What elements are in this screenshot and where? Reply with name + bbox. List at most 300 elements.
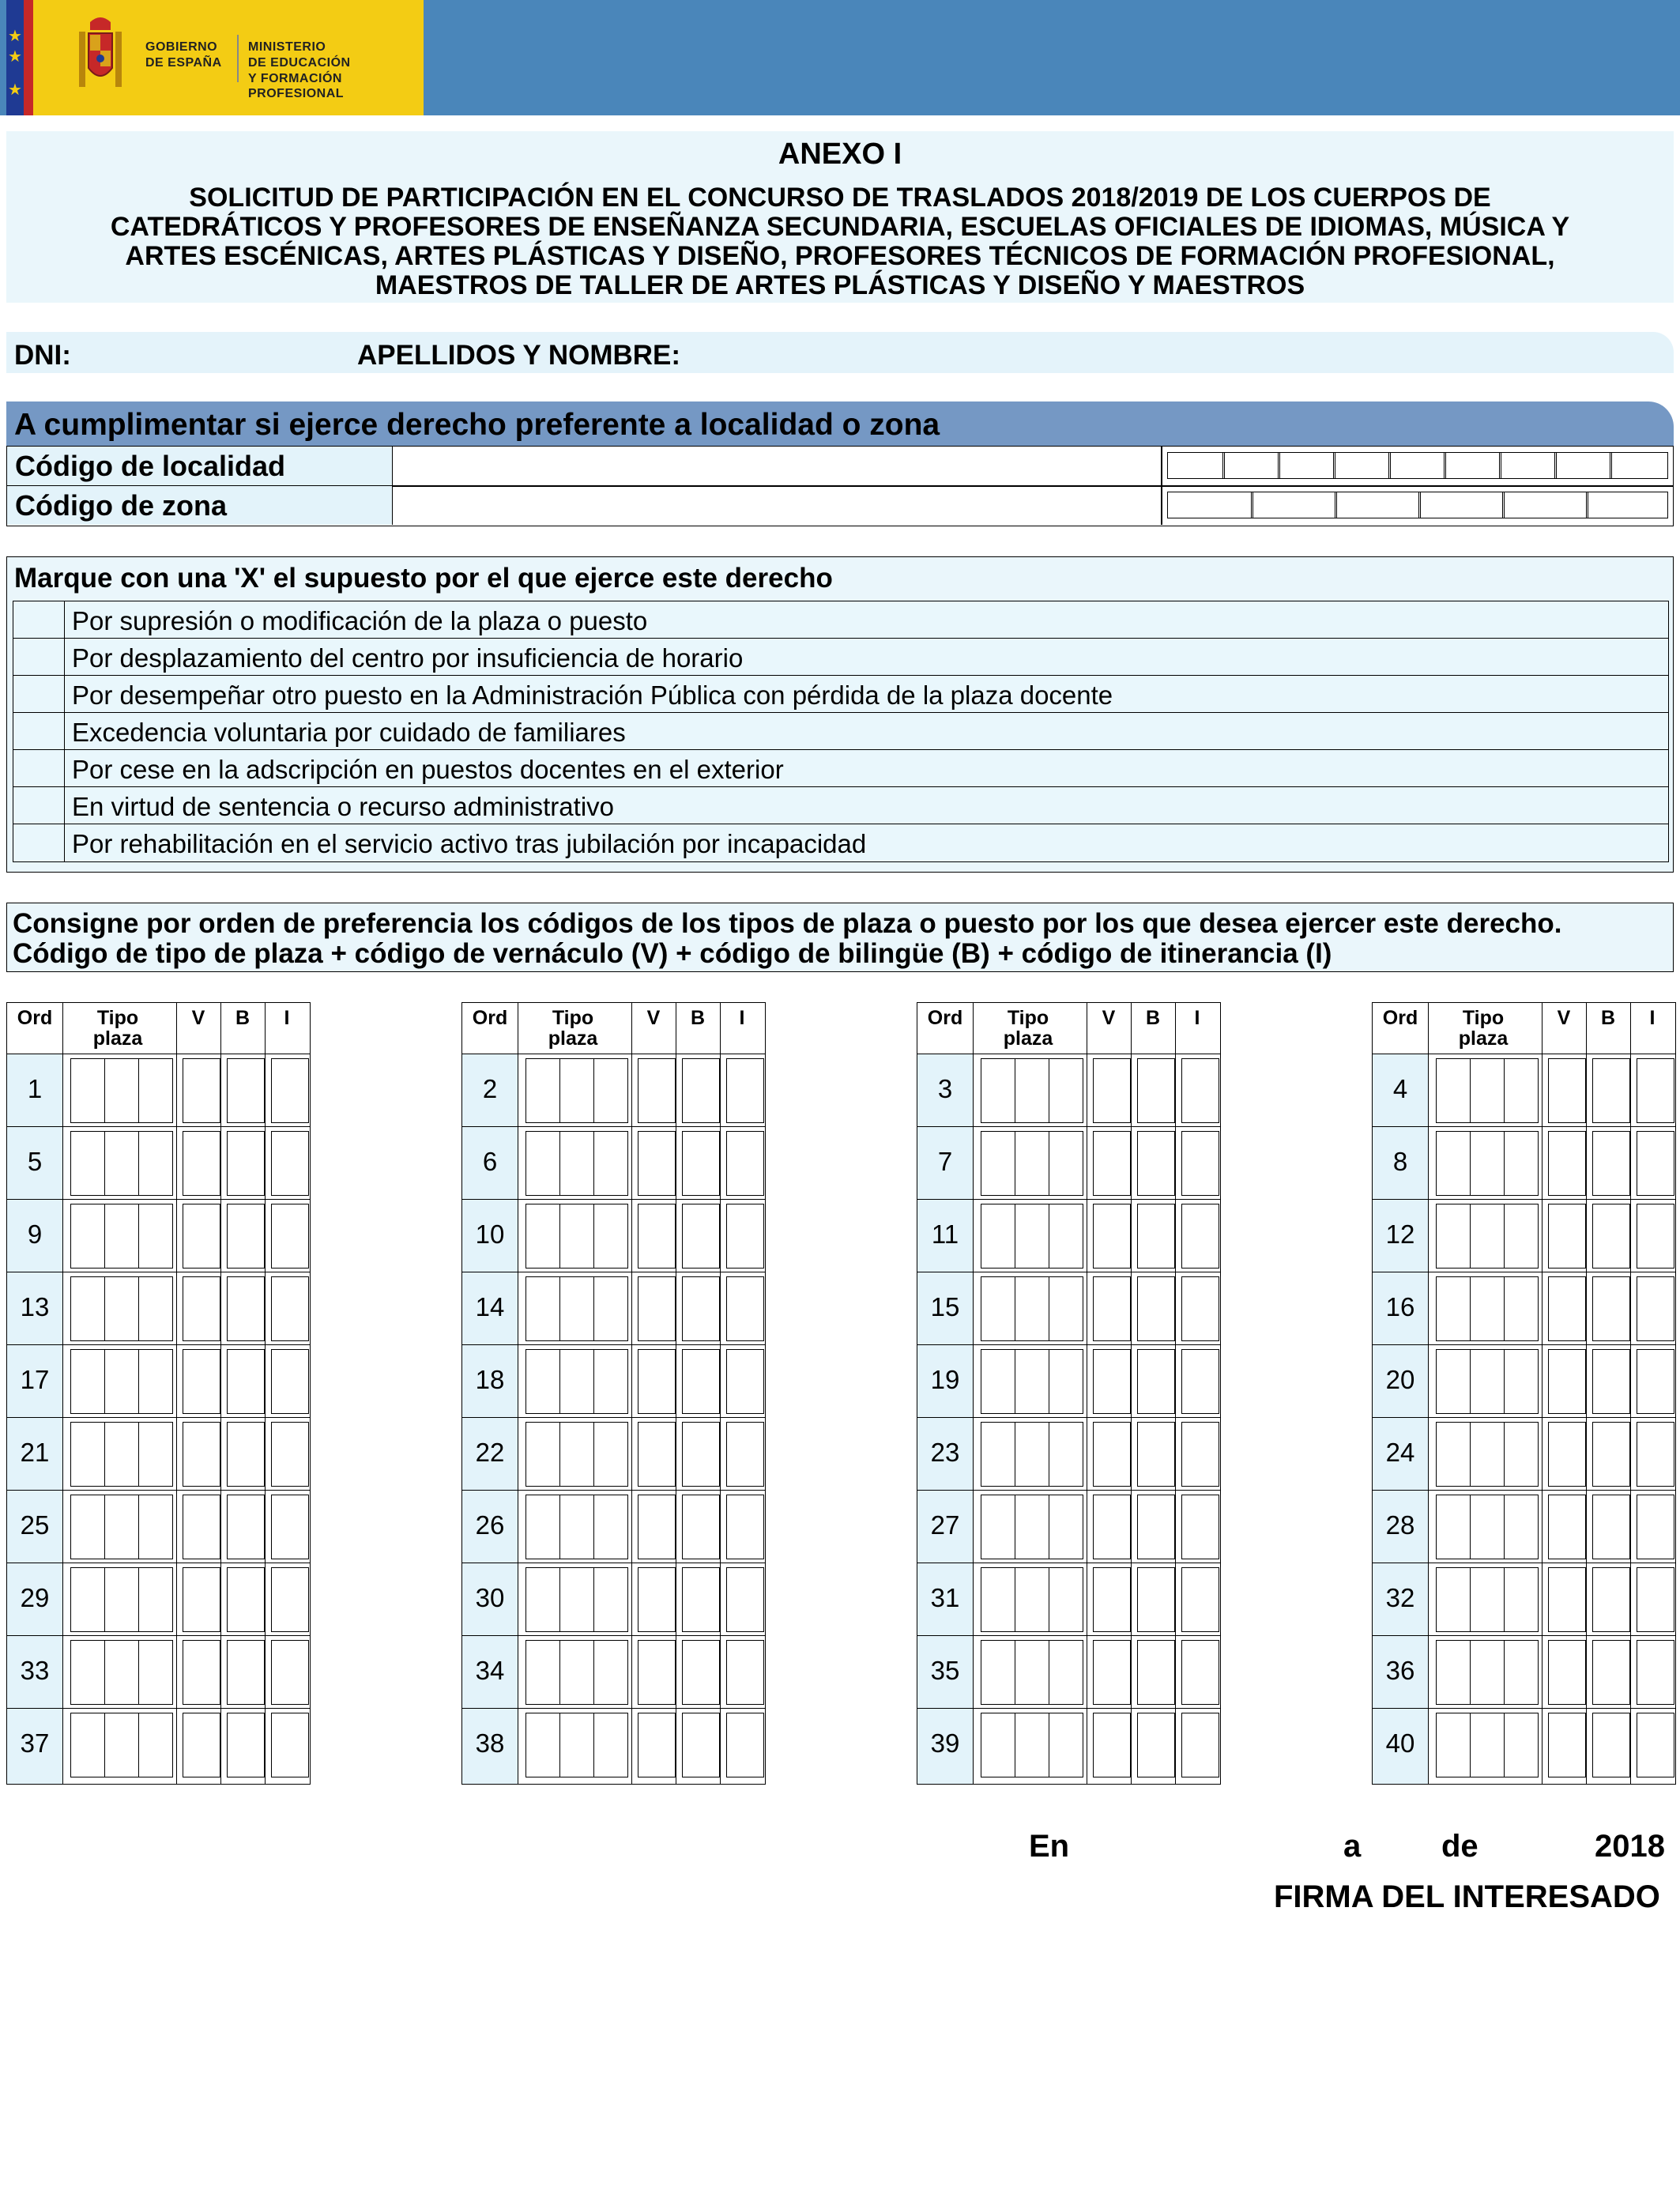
- consigne-line-2: Código de tipo de plaza + código de vernáculo (V) + código de bilingüe (B) + código de itinerancia (I): [13, 938, 1332, 969]
- tipo-plaza-digit-box[interactable]: [525, 1495, 560, 1559]
- itinerancia-box[interactable]: [271, 1567, 309, 1632]
- bilingue-box[interactable]: [1137, 1640, 1175, 1705]
- tipo-plaza-digit-box[interactable]: [1049, 1640, 1083, 1705]
- vernaculo-box[interactable]: [638, 1276, 676, 1341]
- tipo-plaza-digit-box[interactable]: [1015, 1422, 1049, 1487]
- tipo-plaza-digit-box[interactable]: [1015, 1131, 1049, 1196]
- tipo-plaza-digit-box[interactable]: [559, 1131, 594, 1196]
- vernaculo-box[interactable]: [1093, 1422, 1131, 1487]
- bilingue-box[interactable]: [1137, 1567, 1175, 1632]
- subtitle-line-4: MAESTROS DE TALLER DE ARTES PLÁSTICAS Y DISEÑO Y MAESTROS: [375, 270, 1305, 300]
- tipo-plaza-digit-box[interactable]: [981, 1713, 1015, 1777]
- bilingue-box[interactable]: [682, 1058, 720, 1123]
- ministry-line-3: Y FORMACIÓN PROFESIONAL: [248, 72, 345, 100]
- tipo-plaza-digit-box[interactable]: [981, 1422, 1015, 1487]
- tipo-plaza-digit-box[interactable]: [559, 1495, 594, 1559]
- vernaculo-box[interactable]: [1093, 1058, 1131, 1123]
- bilingue-box[interactable]: [227, 1204, 265, 1269]
- option-label: Por cese en la adscripción en puestos docentes en el exterior: [72, 755, 784, 784]
- footer-en: En: [1029, 1829, 1070, 1864]
- vernaculo-box[interactable]: [1093, 1567, 1131, 1632]
- itinerancia-box[interactable]: [271, 1131, 309, 1196]
- itinerancia-box[interactable]: [271, 1640, 309, 1705]
- itinerancia-box[interactable]: [271, 1058, 309, 1123]
- tipo-plaza-digit-box[interactable]: [593, 1422, 628, 1487]
- tipo-plaza-digit-box[interactable]: [138, 1058, 173, 1123]
- itinerancia-box[interactable]: [1637, 1713, 1674, 1777]
- tipo-plaza-digit-box[interactable]: [525, 1131, 560, 1196]
- tipo-plaza-digit-box[interactable]: [70, 1567, 105, 1632]
- vernaculo-box[interactable]: [1093, 1131, 1131, 1196]
- tipo-plaza-digit-box[interactable]: [104, 1567, 139, 1632]
- tipo-plaza-digit-box[interactable]: [70, 1204, 105, 1269]
- tipo-plaza-digit-box[interactable]: [593, 1058, 628, 1123]
- vernaculo-box[interactable]: [1548, 1058, 1586, 1123]
- localidad-divider: [1161, 447, 1162, 485]
- bilingue-box[interactable]: [682, 1349, 720, 1414]
- option-checkbox[interactable]: [13, 787, 65, 824]
- vernaculo-box[interactable]: [183, 1204, 220, 1269]
- localidad-digit-box[interactable]: [1554, 452, 1612, 479]
- tipo-plaza-digit-box[interactable]: [593, 1713, 628, 1777]
- tipo-plaza-digit-box[interactable]: [593, 1640, 628, 1705]
- tipo-plaza-digit-box[interactable]: [593, 1349, 628, 1414]
- tipo-plaza-digit-box[interactable]: [138, 1131, 173, 1196]
- tipo-plaza-digit-box[interactable]: [981, 1567, 1015, 1632]
- footer-de: de: [1441, 1829, 1478, 1864]
- bilingue-box[interactable]: [682, 1276, 720, 1341]
- vernaculo-box[interactable]: [1093, 1713, 1131, 1777]
- itinerancia-box[interactable]: [271, 1422, 309, 1487]
- header-i: [265, 1008, 309, 1028]
- itinerancia-box[interactable]: [1181, 1640, 1219, 1705]
- tipo-plaza-digit-box[interactable]: [1470, 1349, 1505, 1414]
- itinerancia-box[interactable]: [726, 1276, 764, 1341]
- preference-grid: [6, 1002, 311, 1785]
- tipo-plaza-digit-box[interactable]: [1470, 1276, 1505, 1341]
- preferente-title: A cumplimentar si ejerce derecho preferente a localidad o zona: [14, 408, 940, 442]
- grid-row-divider: [917, 1417, 1220, 1418]
- bilingue-box[interactable]: [682, 1640, 720, 1705]
- bilingue-box[interactable]: [682, 1713, 720, 1777]
- tipo-plaza-digit-box[interactable]: [138, 1349, 173, 1414]
- itinerancia-box[interactable]: [271, 1276, 309, 1341]
- tipo-plaza-digit-box[interactable]: [593, 1276, 628, 1341]
- tipo-plaza-digit-box[interactable]: [525, 1276, 560, 1341]
- tipo-plaza-digit-box[interactable]: [1436, 1131, 1471, 1196]
- tipo-plaza-digit-box[interactable]: [525, 1713, 560, 1777]
- tipo-plaza-digit-box[interactable]: [1504, 1713, 1539, 1777]
- tipo-plaza-digit-box[interactable]: [1470, 1640, 1505, 1705]
- tipo-plaza-digit-box[interactable]: [981, 1058, 1015, 1123]
- bilingue-box[interactable]: [1137, 1131, 1175, 1196]
- itinerancia-box[interactable]: [726, 1567, 764, 1632]
- option-checkbox[interactable]: [13, 639, 65, 676]
- itinerancia-box[interactable]: [271, 1495, 309, 1559]
- tipo-plaza-digit-box[interactable]: [1049, 1495, 1083, 1559]
- place-field[interactable]: [1083, 1826, 1320, 1864]
- itinerancia-box[interactable]: [726, 1640, 764, 1705]
- tipo-plaza-digit-box[interactable]: [525, 1422, 560, 1487]
- tipo-plaza-digit-box[interactable]: [525, 1640, 560, 1705]
- ord-number: 39: [930, 1728, 960, 1758]
- bilingue-box[interactable]: [1592, 1276, 1630, 1341]
- itinerancia-box[interactable]: [271, 1713, 309, 1777]
- tipo-plaza-digit-box[interactable]: [981, 1204, 1015, 1269]
- tipo-plaza-digit-box[interactable]: [593, 1131, 628, 1196]
- tipo-plaza-digit-box[interactable]: [70, 1131, 105, 1196]
- itinerancia-box[interactable]: [1181, 1276, 1219, 1341]
- grid-column-divider: [1542, 1003, 1543, 1784]
- tipo-plaza-digit-box[interactable]: [1504, 1131, 1539, 1196]
- tipo-plaza-digit-box[interactable]: [1504, 1058, 1539, 1123]
- bilingue-box[interactable]: [1592, 1713, 1630, 1777]
- grid-column-divider: [265, 1003, 266, 1784]
- vernaculo-box[interactable]: [1548, 1349, 1586, 1414]
- tipo-plaza-digit-box[interactable]: [1015, 1495, 1049, 1559]
- tipo-plaza-digit-box[interactable]: [981, 1495, 1015, 1559]
- zona-code-boxes[interactable]: [1167, 492, 1668, 520]
- tipo-plaza-digit-box[interactable]: [1504, 1204, 1539, 1269]
- tipo-plaza-digit-box[interactable]: [104, 1058, 139, 1123]
- tipo-plaza-digit-box[interactable]: [981, 1131, 1015, 1196]
- itinerancia-box[interactable]: [271, 1204, 309, 1269]
- bilingue-box[interactable]: [1592, 1422, 1630, 1487]
- ord-number: 1: [27, 1074, 43, 1103]
- tipo-plaza-digit-box[interactable]: [1504, 1349, 1539, 1414]
- vernaculo-box[interactable]: [1548, 1640, 1586, 1705]
- zona-digit-box[interactable]: [1167, 492, 1253, 518]
- tipo-plaza-digit-box[interactable]: [70, 1349, 105, 1414]
- tipo-plaza-digit-box[interactable]: [70, 1276, 105, 1341]
- vernaculo-box[interactable]: [1548, 1204, 1586, 1269]
- vernaculo-box[interactable]: [638, 1640, 676, 1705]
- itinerancia-box[interactable]: [1637, 1204, 1674, 1269]
- tipo-plaza-digit-box[interactable]: [1049, 1058, 1083, 1123]
- vernaculo-box[interactable]: [638, 1204, 676, 1269]
- vernaculo-box[interactable]: [638, 1567, 676, 1632]
- tipo-plaza-digit-box[interactable]: [525, 1058, 560, 1123]
- dni-field[interactable]: [87, 337, 340, 370]
- tipo-plaza-digit-box[interactable]: [525, 1204, 560, 1269]
- tipo-plaza-digit-box[interactable]: [138, 1276, 173, 1341]
- localidad-digit-box[interactable]: [1333, 452, 1391, 479]
- zona-digit-box[interactable]: [1502, 492, 1588, 518]
- tipo-plaza-digit-box[interactable]: [104, 1276, 139, 1341]
- itinerancia-box[interactable]: [1637, 1349, 1674, 1414]
- tipo-plaza-digit-box[interactable]: [1436, 1058, 1471, 1123]
- vernaculo-box[interactable]: [1548, 1567, 1586, 1632]
- vernaculo-box[interactable]: [183, 1713, 220, 1777]
- tipo-plaza-digit-box[interactable]: [104, 1713, 139, 1777]
- vernaculo-box[interactable]: [183, 1640, 220, 1705]
- localidad-digit-box[interactable]: [1222, 452, 1280, 479]
- zona-digit-box[interactable]: [1586, 492, 1668, 518]
- vernaculo-box[interactable]: [183, 1276, 220, 1341]
- localidad-digit-box[interactable]: [1388, 452, 1446, 479]
- tipo-plaza-digit-box[interactable]: [559, 1204, 594, 1269]
- bilingue-box[interactable]: [227, 1058, 265, 1123]
- itinerancia-box[interactable]: [1637, 1131, 1674, 1196]
- grid-column-divider: [1175, 1003, 1176, 1784]
- gov-line-2: DE ESPAÑA: [145, 56, 222, 70]
- tipo-plaza-digit-box[interactable]: [1470, 1204, 1505, 1269]
- bilingue-box[interactable]: [227, 1640, 265, 1705]
- itinerancia-box[interactable]: [726, 1204, 764, 1269]
- bilingue-box[interactable]: [1137, 1349, 1175, 1414]
- tipo-plaza-digit-box[interactable]: [559, 1422, 594, 1487]
- itinerancia-box[interactable]: [1181, 1058, 1219, 1123]
- ord-number: 17: [20, 1365, 50, 1394]
- tipo-plaza-digit-box[interactable]: [1436, 1567, 1471, 1632]
- bilingue-box[interactable]: [1137, 1204, 1175, 1269]
- tipo-plaza-digit-box[interactable]: [559, 1567, 594, 1632]
- localidad-code-boxes[interactable]: [1167, 452, 1668, 481]
- itinerancia-box[interactable]: [1181, 1422, 1219, 1487]
- tipo-plaza-digit-box[interactable]: [138, 1422, 173, 1487]
- tipo-plaza-digit-box[interactable]: [593, 1204, 628, 1269]
- bilingue-box[interactable]: [227, 1713, 265, 1777]
- tipo-plaza-digit-box[interactable]: [1049, 1276, 1083, 1341]
- vernaculo-box[interactable]: [183, 1058, 220, 1123]
- ord-number: 33: [20, 1656, 50, 1685]
- itinerancia-box[interactable]: [1181, 1713, 1219, 1777]
- itinerancia-box[interactable]: [1637, 1276, 1674, 1341]
- tipo-plaza-digit-box[interactable]: [559, 1640, 594, 1705]
- bilingue-box[interactable]: [1592, 1640, 1630, 1705]
- tipo-plaza-digit-box[interactable]: [1470, 1131, 1505, 1196]
- localidad-digit-box[interactable]: [1278, 452, 1335, 479]
- tipo-plaza-digit-box[interactable]: [70, 1713, 105, 1777]
- bilingue-box[interactable]: [227, 1276, 265, 1341]
- vernaculo-box[interactable]: [183, 1422, 220, 1487]
- tipo-plaza-digit-box[interactable]: [104, 1204, 139, 1269]
- tipo-plaza-digit-box[interactable]: [1049, 1567, 1083, 1632]
- tipo-plaza-digit-box[interactable]: [138, 1640, 173, 1705]
- tipo-plaza-digit-box[interactable]: [559, 1276, 594, 1341]
- tipo-plaza-digit-box[interactable]: [1049, 1131, 1083, 1196]
- bilingue-box[interactable]: [1592, 1567, 1630, 1632]
- vernaculo-box[interactable]: [1093, 1495, 1131, 1559]
- vernaculo-box[interactable]: [1548, 1495, 1586, 1559]
- tipo-plaza-digit-box[interactable]: [559, 1713, 594, 1777]
- vernaculo-box[interactable]: [1093, 1349, 1131, 1414]
- tipo-plaza-digit-box[interactable]: [525, 1567, 560, 1632]
- header-i-text: I: [1194, 1007, 1200, 1029]
- name-field[interactable]: [711, 337, 1644, 370]
- bilingue-box[interactable]: [1137, 1713, 1175, 1777]
- vernaculo-box[interactable]: [1548, 1422, 1586, 1487]
- bilingue-box[interactable]: [682, 1131, 720, 1196]
- tipo-plaza-digit-box[interactable]: [1436, 1640, 1471, 1705]
- ord-number: 37: [20, 1728, 50, 1758]
- vernaculo-box[interactable]: [183, 1495, 220, 1559]
- tipo-plaza-digit-box[interactable]: [1504, 1276, 1539, 1341]
- tipo-plaza-digit-box[interactable]: [1470, 1495, 1505, 1559]
- tipo-plaza-digit-box[interactable]: [981, 1276, 1015, 1341]
- itinerancia-box[interactable]: [1637, 1058, 1674, 1123]
- vernaculo-box[interactable]: [638, 1131, 676, 1196]
- bilingue-box[interactable]: [1592, 1204, 1630, 1269]
- tipo-plaza-digit-box[interactable]: [1436, 1422, 1471, 1487]
- tipo-plaza-digit-box[interactable]: [1436, 1495, 1471, 1559]
- vernaculo-box[interactable]: [638, 1349, 676, 1414]
- ord-number: 36: [1385, 1656, 1415, 1685]
- bilingue-box[interactable]: [227, 1422, 265, 1487]
- tipo-plaza-digit-box[interactable]: [1049, 1349, 1083, 1414]
- itinerancia-box[interactable]: [1637, 1640, 1674, 1705]
- ord-number: 7: [937, 1147, 953, 1176]
- tipo-plaza-digit-box[interactable]: [1470, 1567, 1505, 1632]
- vernaculo-box[interactable]: [1548, 1713, 1586, 1777]
- tipo-plaza-digit-box[interactable]: [1015, 1058, 1049, 1123]
- zona-digit-box[interactable]: [1251, 492, 1337, 518]
- bilingue-box[interactable]: [227, 1567, 265, 1632]
- vernaculo-box[interactable]: [638, 1495, 676, 1559]
- tipo-plaza-digit-box[interactable]: [1504, 1640, 1539, 1705]
- vernaculo-box[interactable]: [183, 1131, 220, 1196]
- tipo-plaza-digit-box[interactable]: [1015, 1204, 1049, 1269]
- tipo-plaza-digit-box[interactable]: [593, 1567, 628, 1632]
- tipo-plaza-digit-box[interactable]: [70, 1422, 105, 1487]
- tipo-plaza-digit-box[interactable]: [525, 1349, 560, 1414]
- tipo-plaza-digit-box[interactable]: [1470, 1422, 1505, 1487]
- itinerancia-box[interactable]: [1637, 1495, 1674, 1559]
- tipo-plaza-digit-box[interactable]: [1436, 1349, 1471, 1414]
- tipo-plaza-digit-box[interactable]: [138, 1204, 173, 1269]
- localidad-digit-box[interactable]: [1610, 452, 1668, 479]
- itinerancia-box[interactable]: [271, 1349, 309, 1414]
- option-checkbox[interactable]: [13, 676, 65, 713]
- tipo-plaza-digit-box[interactable]: [1436, 1713, 1471, 1777]
- bilingue-box[interactable]: [1592, 1131, 1630, 1196]
- bilingue-box[interactable]: [682, 1495, 720, 1559]
- tipo-plaza-digit-box[interactable]: [104, 1422, 139, 1487]
- ord-number: 12: [1385, 1220, 1415, 1249]
- grid-row-divider: [7, 1126, 310, 1127]
- tipo-plaza-digit-box[interactable]: [559, 1349, 594, 1414]
- option-checkbox[interactable]: [13, 824, 65, 861]
- tipo-plaza-digit-box[interactable]: [1015, 1640, 1049, 1705]
- itinerancia-box[interactable]: [1181, 1131, 1219, 1196]
- tipo-plaza-digit-box[interactable]: [1470, 1058, 1505, 1123]
- bilingue-box[interactable]: [682, 1422, 720, 1487]
- bilingue-box[interactable]: [227, 1349, 265, 1414]
- tipo-plaza-digit-box[interactable]: [1504, 1567, 1539, 1632]
- itinerancia-box[interactable]: [726, 1495, 764, 1559]
- option-checkbox[interactable]: [13, 750, 65, 787]
- itinerancia-box[interactable]: [1637, 1422, 1674, 1487]
- tipo-plaza-digit-box[interactable]: [1049, 1422, 1083, 1487]
- tipo-plaza-digit-box[interactable]: [1049, 1204, 1083, 1269]
- tipo-plaza-digit-box[interactable]: [1015, 1349, 1049, 1414]
- tipo-plaza-digit-box[interactable]: [138, 1567, 173, 1632]
- vernaculo-box[interactable]: [638, 1713, 676, 1777]
- grid-column-divider: [631, 1003, 632, 1784]
- tipo-plaza-digit-box[interactable]: [1436, 1204, 1471, 1269]
- itinerancia-box[interactable]: [726, 1349, 764, 1414]
- itinerancia-box[interactable]: [726, 1713, 764, 1777]
- bilingue-box[interactable]: [227, 1495, 265, 1559]
- tipo-plaza-digit-box[interactable]: [559, 1058, 594, 1123]
- itinerancia-box[interactable]: [1181, 1495, 1219, 1559]
- vernaculo-box[interactable]: [1093, 1276, 1131, 1341]
- tipo-plaza-digit-box[interactable]: [138, 1495, 173, 1559]
- ord-number: 8: [1392, 1147, 1408, 1176]
- vernaculo-box[interactable]: [638, 1422, 676, 1487]
- tipo-plaza-digit-box[interactable]: [593, 1495, 628, 1559]
- tipo-plaza-digit-box[interactable]: [1470, 1713, 1505, 1777]
- vernaculo-box[interactable]: [183, 1567, 220, 1632]
- bilingue-box[interactable]: [1137, 1058, 1175, 1123]
- ord-number: 29: [20, 1583, 50, 1612]
- vernaculo-box[interactable]: [183, 1349, 220, 1414]
- option-checkbox[interactable]: [13, 713, 65, 750]
- localidad-digit-box[interactable]: [1499, 452, 1557, 479]
- vernaculo-box[interactable]: [1548, 1131, 1586, 1196]
- bilingue-box[interactable]: [1592, 1058, 1630, 1123]
- tipo-plaza-digit-box[interactable]: [981, 1349, 1015, 1414]
- tipo-plaza-digit-box[interactable]: [1049, 1713, 1083, 1777]
- zona-digit-box[interactable]: [1335, 492, 1421, 518]
- tipo-plaza-digit-box[interactable]: [1015, 1276, 1049, 1341]
- localidad-digit-box[interactable]: [1167, 452, 1225, 479]
- bilingue-box[interactable]: [1137, 1422, 1175, 1487]
- zona-digit-box[interactable]: [1418, 492, 1505, 518]
- bilingue-box[interactable]: [1137, 1276, 1175, 1341]
- bilingue-box[interactable]: [682, 1567, 720, 1632]
- bilingue-box[interactable]: [1592, 1349, 1630, 1414]
- option-checkbox[interactable]: [13, 601, 65, 639]
- tipo-plaza-digit-box[interactable]: [1015, 1567, 1049, 1632]
- bilingue-box[interactable]: [1592, 1495, 1630, 1559]
- itinerancia-box[interactable]: [726, 1058, 764, 1123]
- vernaculo-box[interactable]: [1548, 1276, 1586, 1341]
- option-row: [13, 712, 1669, 751]
- bilingue-box[interactable]: [682, 1204, 720, 1269]
- tipo-plaza-digit-box[interactable]: [1504, 1422, 1539, 1487]
- bilingue-box[interactable]: [227, 1131, 265, 1196]
- itinerancia-box[interactable]: [1181, 1349, 1219, 1414]
- header-b-text: B: [1600, 1007, 1616, 1029]
- ord-number: 26: [475, 1510, 505, 1540]
- itinerancia-box[interactable]: [1637, 1567, 1674, 1632]
- bilingue-box[interactable]: [1137, 1495, 1175, 1559]
- grid-row-divider: [7, 1199, 310, 1200]
- vernaculo-box[interactable]: [638, 1058, 676, 1123]
- tipo-plaza-digit-box[interactable]: [104, 1131, 139, 1196]
- itinerancia-box[interactable]: [726, 1131, 764, 1196]
- itinerancia-box[interactable]: [726, 1422, 764, 1487]
- tipo-plaza-digit-box[interactable]: [1015, 1713, 1049, 1777]
- tipo-plaza-digit-box[interactable]: [138, 1713, 173, 1777]
- tipo-plaza-digit-box[interactable]: [104, 1495, 139, 1559]
- localidad-digit-box[interactable]: [1444, 452, 1501, 479]
- itinerancia-box[interactable]: [1181, 1204, 1219, 1269]
- vernaculo-box[interactable]: [1093, 1204, 1131, 1269]
- itinerancia-box[interactable]: [1181, 1567, 1219, 1632]
- header-ord: [1373, 1008, 1428, 1028]
- tipo-plaza-digit-box[interactable]: [70, 1058, 105, 1123]
- tipo-plaza-digit-box[interactable]: [104, 1349, 139, 1414]
- tipo-plaza-digit-box[interactable]: [104, 1640, 139, 1705]
- tipo-plaza-digit-box[interactable]: [1436, 1276, 1471, 1341]
- tipo-plaza-digit-box[interactable]: [981, 1640, 1015, 1705]
- tipo-plaza-digit-box[interactable]: [70, 1495, 105, 1559]
- tipo-plaza-digit-box[interactable]: [70, 1640, 105, 1705]
- vernaculo-box[interactable]: [1093, 1640, 1131, 1705]
- tipo-plaza-digit-box[interactable]: [1504, 1495, 1539, 1559]
